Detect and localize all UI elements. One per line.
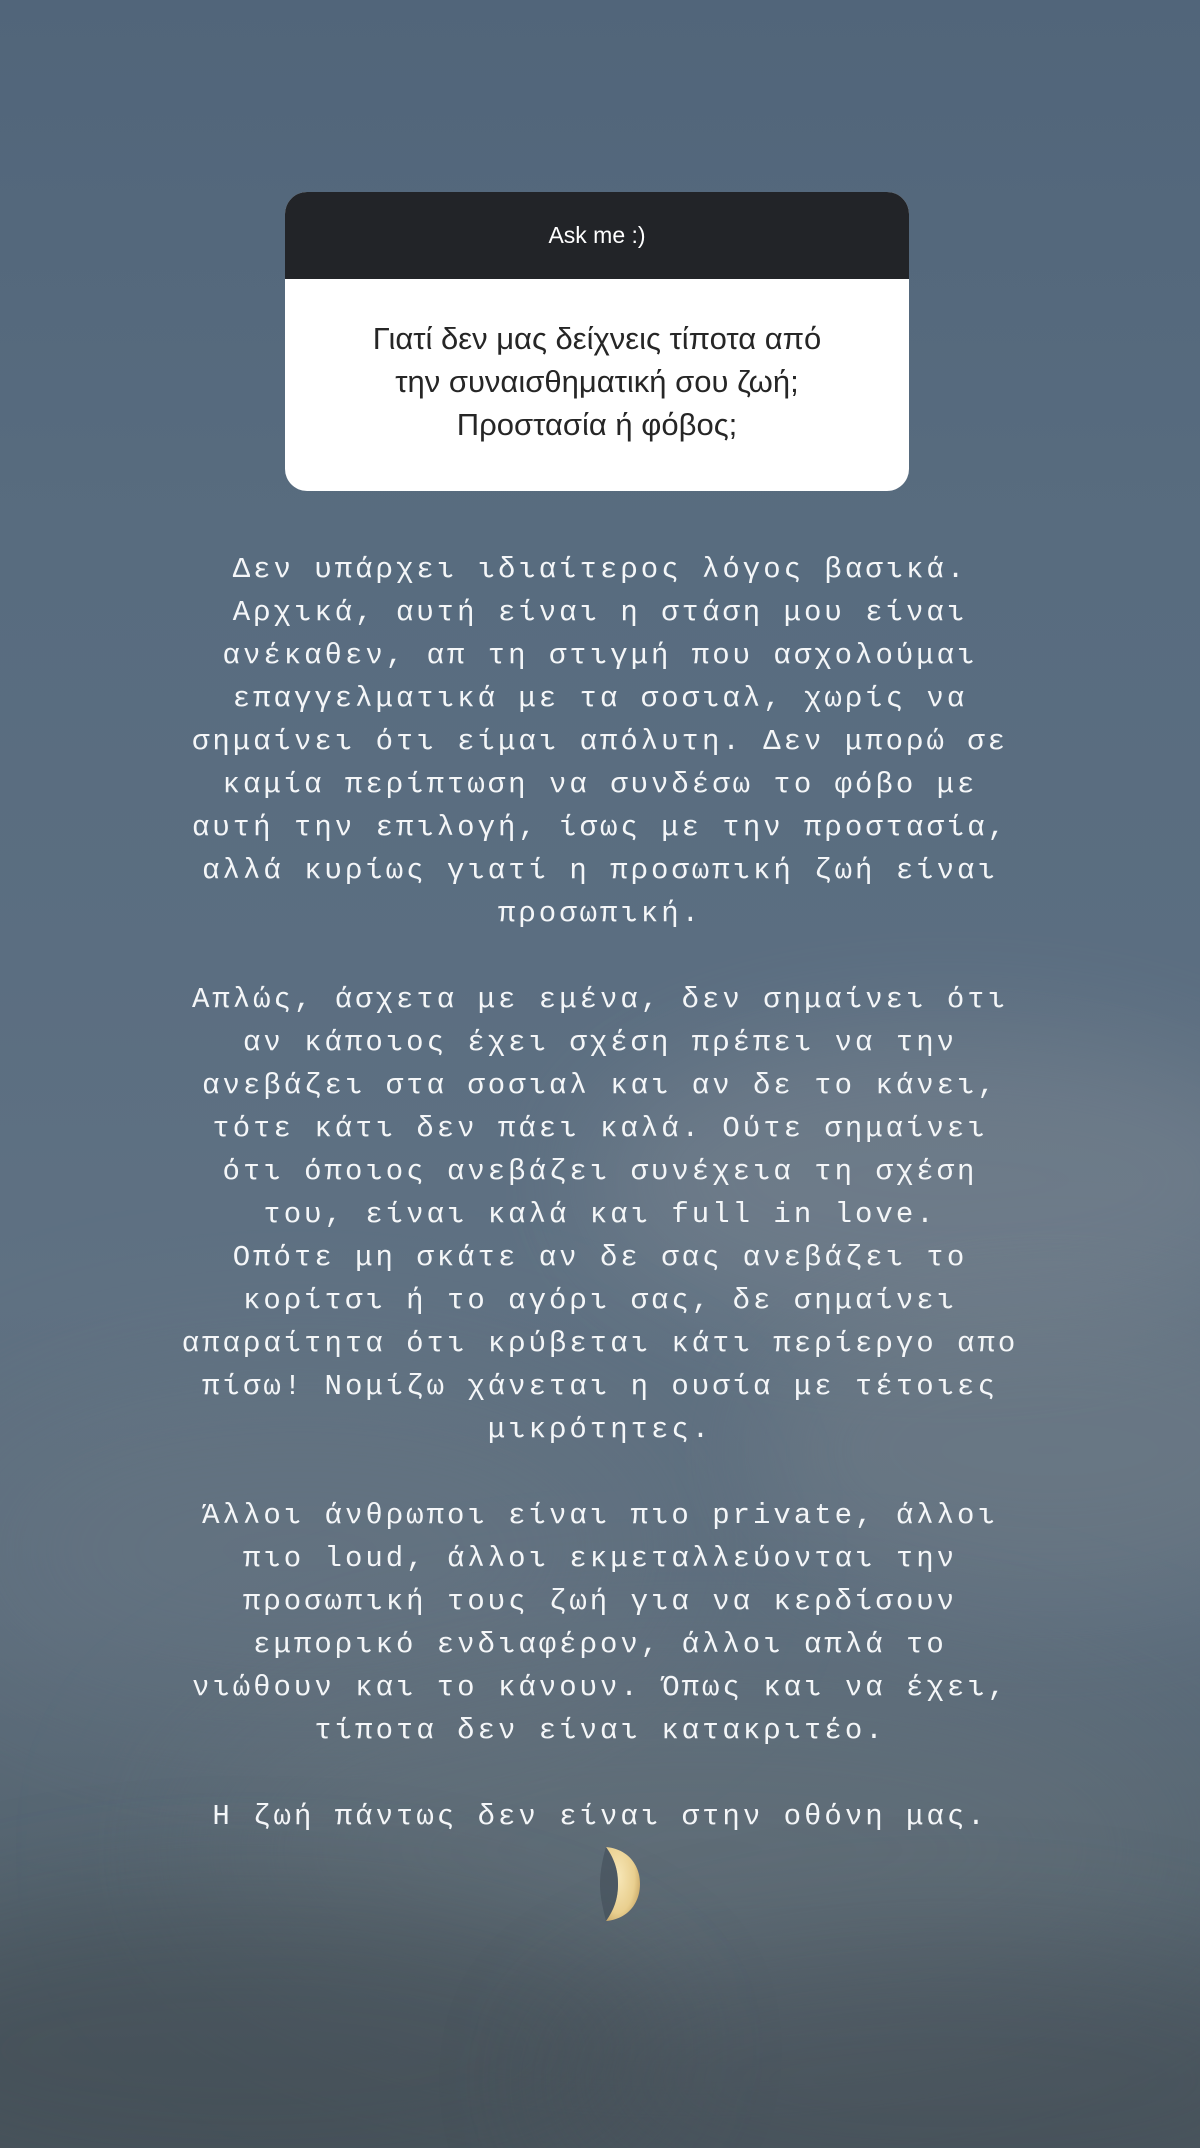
question-sticker — [285, 192, 909, 491]
answer-line: προσωπική τους ζωή για να κερδίσουν — [242, 1585, 958, 1618]
answer-line: ότι όποιος ανεβάζει συνέχεια τη σχέση — [222, 1155, 978, 1188]
answer-line: Απλώς, άσχετα με εμένα, δεν σημαίνει ότι — [191, 983, 1009, 1016]
answer-line: ανεβάζει στα σοσιαλ και αν δε το κάνει, — [202, 1069, 998, 1102]
answer-line: εμπορικό ενδιαφέρον, άλλοι απλά το — [253, 1628, 947, 1661]
answer-line: Δεν υπάρχει ιδιαίτερος λόγος βασικά. — [232, 553, 968, 586]
answer-paragraph-1 — [60, 548, 1140, 935]
answer-line: Άλλοι άνθρωποι είναι πιο private, άλλοι — [202, 1499, 998, 1532]
answer-line: Αρχικά, αυτή είναι η στάση μου είναι — [232, 596, 968, 629]
answer-line: αλλά κυρίως γιατί η προσωπική ζωή είναι — [202, 854, 998, 887]
answer-line: απαραίτητα ότι κρύβεται κάτι περίεργο απο — [181, 1327, 1019, 1360]
answer-paragraph-4 — [60, 1795, 1140, 1838]
answer-line: Η ζωή πάντως δεν είναι στην οθόνη μας. — [212, 1800, 988, 1833]
answer-line: τίποτα δεν είναι κατακριτέο. — [314, 1714, 886, 1747]
half-moon-icon — [600, 1845, 642, 1923]
answer-line: του, είναι καλά και full in love. — [263, 1198, 937, 1231]
answer-paragraph-3 — [60, 1494, 1140, 1752]
answer-line: μικρότητες. — [487, 1413, 713, 1446]
answer-line: σημαίνει ότι είμαι απόλυτη. Δεν μπορώ σε — [191, 725, 1009, 758]
answer-paragraph-2 — [60, 978, 1140, 1451]
answer-line: πίσω! Νομίζω χάνεται η ουσία με τέτοιες — [202, 1370, 998, 1403]
answer-line: επαγγελματικά με τα σοσιαλ, χωρίς να — [232, 682, 968, 715]
answer-line: καμία περίπτωση να συνδέσω το φόβο με — [222, 768, 978, 801]
answer-line: αν κάποιος έχει σχέση πρέπει να την — [242, 1026, 958, 1059]
answer-line: πιο loud, άλλοι εκμεταλλεύονται την — [242, 1542, 958, 1575]
answer-text — [60, 548, 1140, 1838]
answer-line: τότε κάτι δεν πάει καλά. Ούτε σημαίνει — [212, 1112, 988, 1145]
answer-line: νιώθουν και το κάνουν. Όπως και να έχει, — [191, 1671, 1009, 1704]
answer-line: προσωπική. — [497, 897, 703, 930]
answer-line: κορίτσι ή το αγόρι σας, δε σημαίνει — [242, 1284, 958, 1317]
answer-line: ανέκαθεν, απ τη στιγμή που ασχολούμαι — [222, 639, 978, 672]
answer-line: Οπότε μη σκάτε αν δε σας ανεβάζει το — [232, 1241, 968, 1274]
question-text: Γιατί δεν μας δείχνεις τίποτα από την συναισθηματική σου ζωή; Προστασία ή φόβος; — [372, 320, 822, 442]
question-sticker-title: Ask me :) — [285, 192, 909, 279]
answer-line: αυτή την επιλογή, ίσως με την προστασία, — [191, 811, 1009, 844]
